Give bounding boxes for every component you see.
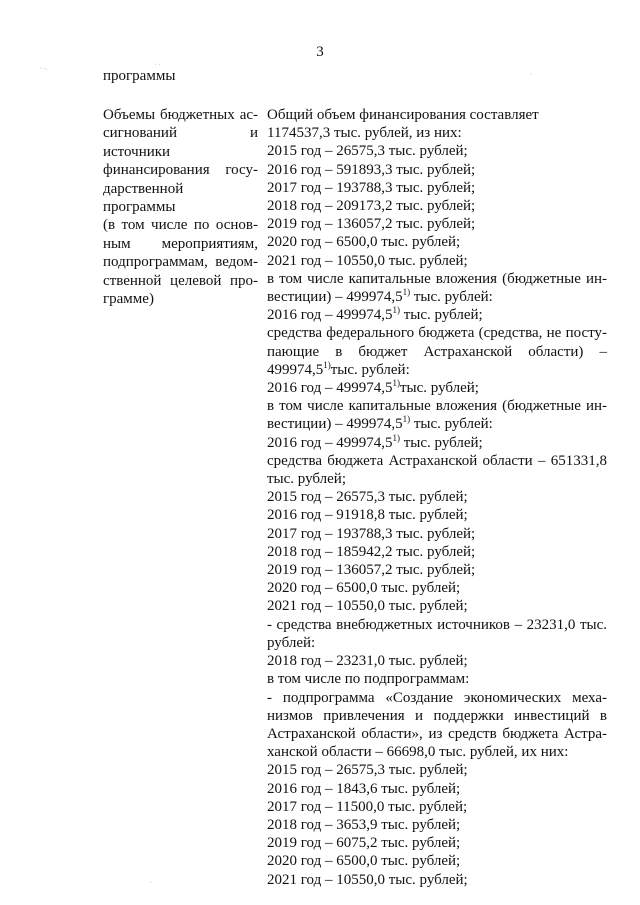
financing-line: - подпрограмма «Создание экономических меха- bbox=[267, 689, 607, 706]
left-line: подпрограммам, ведом- bbox=[103, 254, 258, 271]
financing-line: - средства внебюджетных источников – 23231,0 тыс. bbox=[267, 616, 607, 633]
financing-line: 2015 год – 26575,3 тыс. рублей; bbox=[267, 489, 468, 506]
left-line: сигнований и источники bbox=[103, 125, 258, 160]
financing-line: Астраханской области», из средств бюджета Астра- bbox=[267, 725, 607, 742]
financing-line: Общий объем финансирования составляет bbox=[267, 107, 539, 123]
financing-line: вестиции) – 499974,5$^{1)}$ тыс. рублей: bbox=[267, 414, 493, 433]
financing-line: 2015 год – 26575,3 тыс. рублей; bbox=[267, 143, 468, 160]
financing-line: 2020 год – 6500,0 тыс. рублей; bbox=[267, 234, 461, 251]
financing-line: в том числе капитальные вложения (бюджетные ин- bbox=[267, 398, 607, 415]
left-line: Объемы бюджетных ас- bbox=[103, 107, 258, 123]
left-line: финансирования госу- bbox=[103, 162, 258, 179]
financing-details bbox=[267, 106, 607, 889]
financing-line: средства бюджета Астраханской области – 651331,8 bbox=[267, 452, 607, 469]
footnote-marker: 1) bbox=[402, 287, 411, 298]
scan-speck: · bbox=[150, 880, 152, 886]
financing-line: 2017 год – 193788,3 тыс. рублей; bbox=[267, 525, 476, 542]
left-line: дарственной программы bbox=[103, 180, 184, 216]
scan-speck: · · bbox=[155, 62, 161, 68]
scan-speck: · bbox=[530, 72, 532, 78]
page-number: 3 bbox=[316, 44, 324, 60]
financing-line: 2017 год – 193788,3 тыс. рублей; bbox=[267, 179, 476, 196]
financing-line: тыс. рублей; bbox=[267, 471, 346, 488]
financing-line: в том числе по подпрограммам: bbox=[267, 671, 470, 688]
financing-line: в том числе капитальные вложения (бюджетные ин- bbox=[267, 270, 607, 287]
financing-line: 2020 год – 6500,0 тыс. рублей; bbox=[267, 853, 461, 870]
financing-line: 2016 год – 91918,8 тыс. рублей; bbox=[267, 507, 468, 524]
financing-line: пающие в бюджет Астраханской области) – bbox=[267, 343, 607, 360]
left-line: грамме) bbox=[103, 291, 154, 308]
left-line: ным мероприятиям, bbox=[103, 235, 258, 252]
financing-line: ханской области – 66698,0 тыс. рублей, их них: bbox=[267, 744, 569, 761]
financing-line: средства федерального бюджета (средства, не посту- bbox=[267, 325, 607, 342]
financing-line: 2021 год – 10550,0 тыс. рублей; bbox=[267, 871, 468, 888]
financing-line: 2018 год – 209173,2 тыс. рублей; bbox=[267, 198, 476, 215]
financing-line: 2017 год – 11500,0 тыс. рублей; bbox=[267, 798, 468, 815]
left-heading: программы bbox=[103, 68, 176, 84]
footnote-marker: 1) bbox=[392, 432, 400, 443]
financing-line: 499974,5$^{1)}$тыс. рублей: bbox=[267, 359, 410, 378]
scan-speck: · ·. bbox=[40, 66, 47, 72]
footnote-marker: 1) bbox=[392, 305, 400, 316]
financing-line: 2021 год – 10550,0 тыс. рублей; bbox=[267, 252, 468, 269]
footnote-marker: 1) bbox=[392, 378, 400, 389]
left-column-label bbox=[103, 106, 258, 308]
financing-line: 2016 год – 1843,6 тыс. рублей; bbox=[267, 780, 461, 797]
financing-line: вестиции) – 499974,5$^{1)}$ тыс. рублей: bbox=[267, 287, 493, 306]
financing-line: 2016 год – 499974,5$^{1)}$ тыс. рублей; bbox=[267, 432, 483, 451]
financing-line: 2021 год – 10550,0 тыс. рублей; bbox=[267, 598, 468, 615]
financing-line: 2016 год – 499974,5$^{1)}$ тыс. рублей; bbox=[267, 305, 483, 324]
financing-line: 2018 год – 23231,0 тыс. рублей; bbox=[267, 653, 468, 670]
financing-line: рублей: bbox=[267, 634, 316, 651]
financing-line: 2018 год – 185942,2 тыс. рублей; bbox=[267, 543, 476, 560]
financing-line: 2016 год – 499974,5$^{1)}$тыс. рублей; bbox=[267, 378, 479, 397]
financing-line: 2019 год – 6075,2 тыс. рублей; bbox=[267, 835, 461, 852]
left-line: (в том числе по основ- bbox=[103, 217, 258, 234]
left-line: ственной целевой про- bbox=[103, 272, 258, 289]
financing-line: 2016 год – 591893,3 тыс. рублей; bbox=[267, 161, 476, 178]
financing-line: 1174537,3 тыс. рублей, из них: bbox=[267, 125, 462, 142]
financing-line: 2015 год – 26575,3 тыс. рублей; bbox=[267, 762, 468, 779]
financing-line: 2018 год – 3653,9 тыс. рублей; bbox=[267, 816, 461, 833]
footnote-marker: 1) bbox=[402, 414, 411, 425]
financing-line: низмов привлечения и поддержки инвестиций в bbox=[267, 707, 607, 724]
financing-line: 2019 год – 136057,2 тыс. рублей; bbox=[267, 216, 476, 233]
financing-line: 2019 год – 136057,2 тыс. рублей; bbox=[267, 562, 476, 579]
footnote-marker: 1) bbox=[323, 359, 331, 370]
financing-line: 2020 год – 6500,0 тыс. рублей; bbox=[267, 580, 461, 597]
